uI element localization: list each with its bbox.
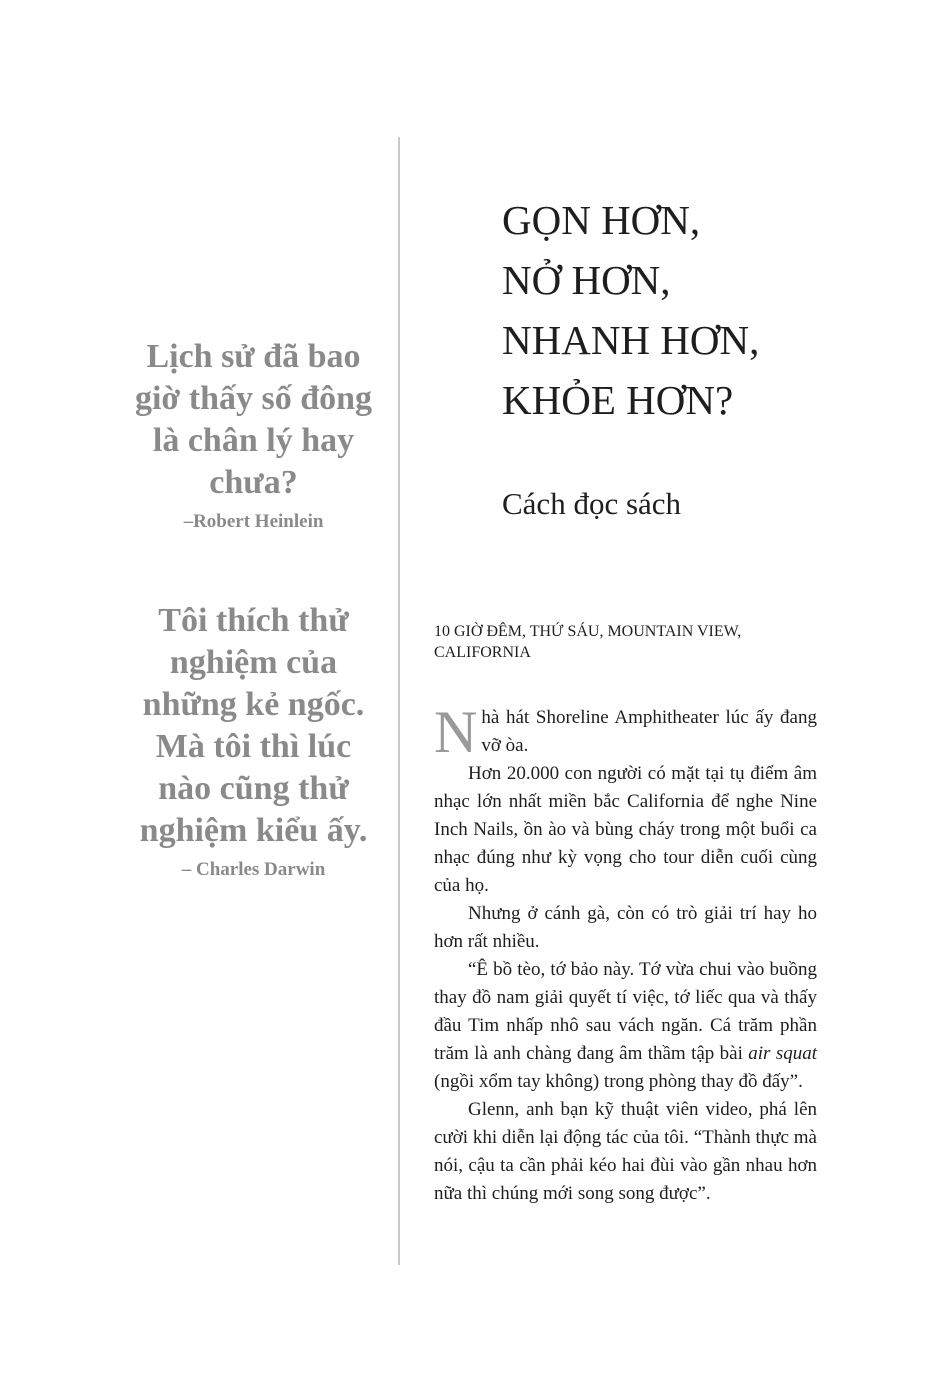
paragraph: Hơn 20.000 con người có mặt tại tụ điểm âm nhạc lớn nhất miền bắc California để nghe Nine Inch Nails, ồn ào và bùng cháy trong một buổi ca nhạc đúng như kỳ vọng cho tour diễn cuối cùng của họ. <box>434 763 817 896</box>
epigraph-text <box>110 336 397 504</box>
epigraph-line: nghiệm kiểu ấy. <box>139 812 368 849</box>
chapter-title-line: KHỎE HƠN? <box>502 377 734 423</box>
epigraph-line: nghiệm của <box>169 644 338 681</box>
epigraph-line: Tôi thích thử <box>158 602 349 639</box>
epigraph-darwin <box>110 600 397 882</box>
epigraph-line: giờ thấy số đông <box>134 380 373 417</box>
chapter-title-line: NHANH HƠN, <box>502 317 760 363</box>
epigraph-line: Lịch sử đã bao <box>146 338 361 375</box>
dateline: 10 GIỜ ĐÊM, THỨ SÁU, MOUNTAIN VIEW, CALIFORNIA <box>434 623 742 661</box>
body-text <box>434 699 817 1208</box>
paragraph-text: (ngồi xổm tay không) trong phòng thay đồ đấy”. <box>434 1071 803 1092</box>
chapter-title-line: GỌN HƠN, <box>502 197 701 243</box>
epigraph-line: những kẻ ngốc. <box>142 686 365 723</box>
paragraph <box>434 699 817 765</box>
paragraph: Nhưng ở cánh gà, còn có trò giải trí hay ho hơn rất nhiều. <box>434 903 817 952</box>
epigraph-author: – Charles Darwin <box>181 859 326 880</box>
epigraph-line: chưa? <box>209 464 298 501</box>
paragraph: Glenn, anh bạn kỹ thuật viên video, phá lên cười khi diễn lại động tác của tôi. “Thành thực mà nói, cậu ta cần phải kéo hai đùi vào gần nhau hơn nữa thì chúng mới song song được”. <box>434 1099 817 1204</box>
drop-cap: N <box>434 699 478 765</box>
paragraph-text: hà hát Shoreline Amphitheater lúc ấy đang vỡ òa. <box>481 707 817 756</box>
chapter-subtitle: Cách đọc sách <box>502 486 682 521</box>
epigraph-line: nào cũng thử <box>158 770 349 807</box>
column-divider <box>398 137 400 1265</box>
chapter-title <box>502 190 759 430</box>
paragraph <box>434 956 817 1096</box>
epigraph-author: –Robert Heinlein <box>183 511 324 532</box>
epigraph-text <box>110 600 397 852</box>
epigraph-line: Mà tôi thì lúc <box>155 728 352 765</box>
chapter-title-line: NỞ HƠN, <box>502 257 671 303</box>
paragraph-text: “Ê bồ tèo, tớ bảo này. Tớ vừa chui vào buồng thay đồ nam giải quyết tí việc, tớ liếc qua và thấy đầu Tim nhấp nhô sau vách ngăn. Cá trăm phần trăm là anh chàng đang âm thầm tập bài <box>434 959 817 1064</box>
epigraph-heinlein <box>110 336 397 534</box>
italic-term: air squat <box>748 1043 817 1064</box>
epigraph-line: là chân lý hay <box>152 422 355 459</box>
